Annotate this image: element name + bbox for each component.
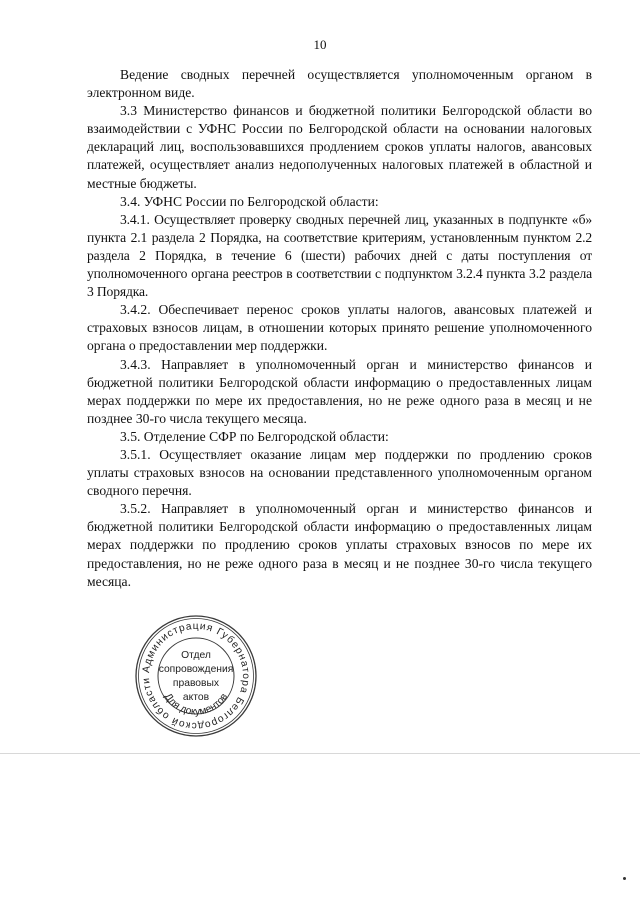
stamp-outer-ring — [136, 616, 256, 736]
stamp-center-line-4: актов — [182, 692, 210, 703]
scan-artifact-dot — [623, 877, 626, 880]
paragraph-3-5-heading: 3.5. Отделение СФР по Белгородской области: — [120, 428, 389, 444]
page-number: 10 — [313, 37, 327, 52]
paragraph-3-4-1: 3.4.1. Осуществляет проверку сводных перечней лиц, указанных в подпункте «б» пункта 2.1 раздела 2 Порядка, на соответствие критериям, установленным пунктом 2.2 раздела 2 Порядка, в течение 6 (шести) рабочих дней с даты поступления от уполномоченного органа реестров в соответствии с подпунктом 3.2.4 пункта 3.2 раздела 3 Порядка. — [87, 211, 592, 300]
stamp-ring-text: Администрация Губернатора Белгородской области — [140, 620, 252, 732]
stamp-center-line-1: Отдел — [181, 650, 211, 661]
stamp-graphic — [131, 611, 261, 741]
paragraph-3-3: 3.3 Министерство финансов и бюджетной политики Белгородской области во взаимодействии с УФНС России по Белгородской области на основании налоговых деклараций лиц, воспользовавшихся продлением сроков уплаты налогов, авансовых платежей, осуществляет анализ недополученных налоговых платежей в областной и местные бюджеты. — [87, 103, 592, 191]
paragraph-3-4-3: 3.4.3. Направляет в уполномоченный орган и министерство финансов и бюджетной политики Белгородской области информацию о предоставленных лицам мерах поддержки по мере их предоставления, но не реже одного раза в месяц и не позднее 30-го числа текущего месяца. — [87, 356, 592, 426]
paragraph-3-4-heading: 3.4. УФНС России по Белгородской области: — [120, 193, 379, 209]
stamp-center-line-2: сопровождения — [158, 664, 234, 675]
paragraph-3-4-2: 3.4.2. Обеспечивает перенос сроков уплаты налогов, авансовых платежей и страховых взносов лицам, в отношении которых принято решение уполномоченного органа о предоставлении мер поддержки. — [87, 302, 592, 354]
paragraph-3-5-2: 3.5.2. Направляет в уполномоченный орган и министерство финансов и бюджетной политики Белгородской области информацию о предоставленных лицам мерах поддержки по продлению сроков уплаты страховых взносов по мере их предоставления, но не реже одного раза в месяц и не позднее 30-го числа текущего месяца. — [87, 501, 592, 589]
scan-divider-line — [0, 753, 640, 754]
paragraph-3-5-1: 3.5.1. Осуществляет оказание лицам мер поддержки по продлению сроков уплаты страховых взносов на основании представленного уполномоченным органом сводного перечня. — [87, 446, 592, 499]
stamp-inner-bottom-text: Для документов — [161, 691, 231, 718]
paragraph-registry-format: Ведение сводных перечней осуществляется уполномоченным органом в электронном виде. — [87, 67, 592, 101]
stamp-center-line-3: правовых — [172, 678, 220, 689]
document-body — [87, 66, 592, 591]
official-stamp — [131, 611, 261, 741]
